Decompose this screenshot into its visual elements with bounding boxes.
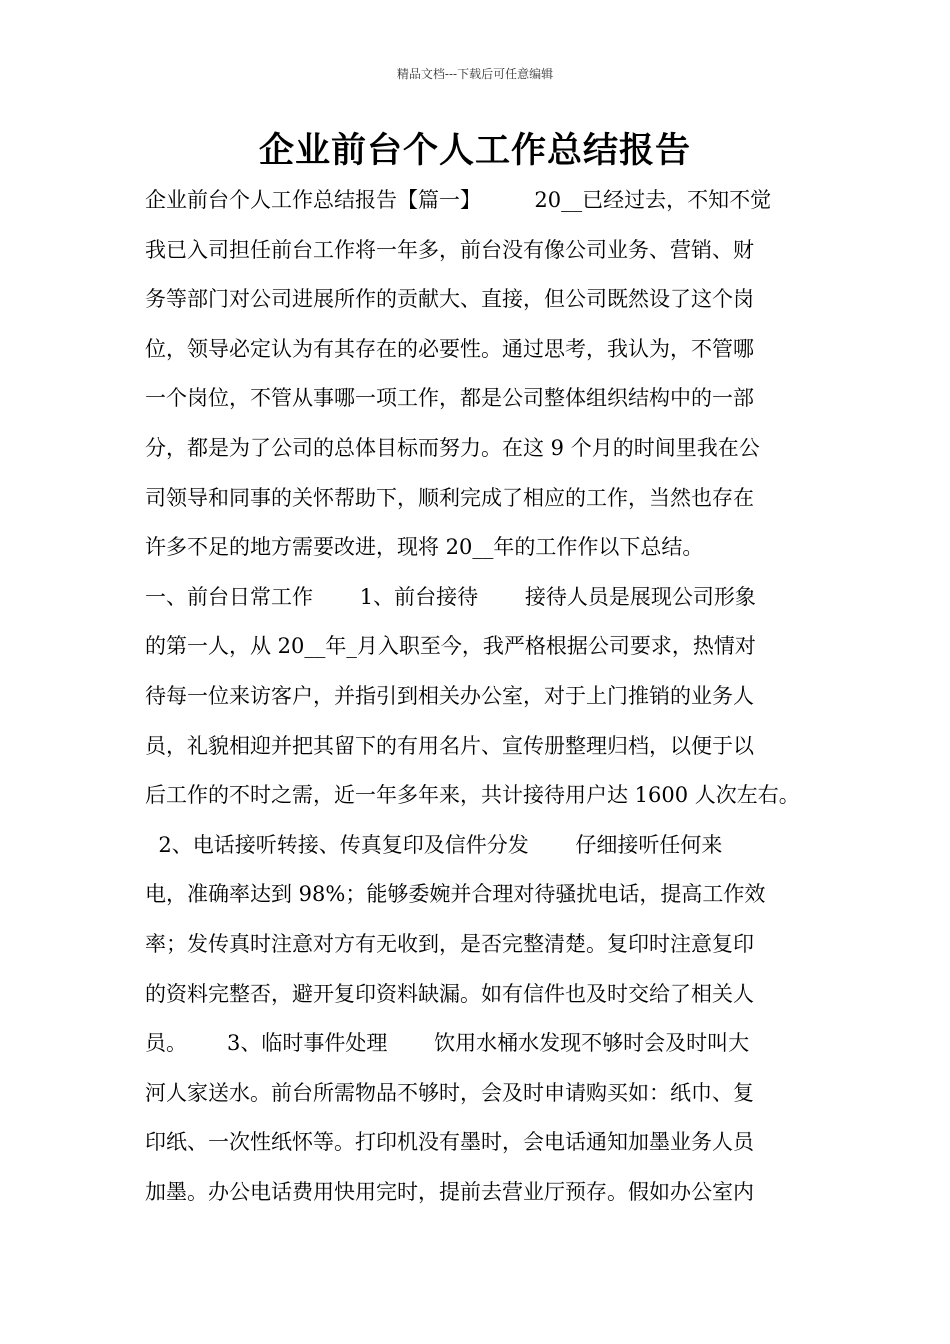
body-line: 电，准确率达到 98%；能够委婉并合理对待骚扰电话，提高工作效 bbox=[145, 882, 766, 907]
document-body bbox=[145, 178, 825, 1219]
document-title: 企业前台个人工作总结报告 bbox=[258, 130, 691, 171]
body-line: 分，都是为了公司的总体目标而努力。在这 9 个月的时间里我在公 bbox=[145, 435, 760, 460]
body-line: 许多不足的地方需要改进，现将 20__年的工作作以下总结。 bbox=[145, 535, 704, 560]
body-line: 员。 3、临时事件处理 饮用水桶水发现不够时会及时叫大 bbox=[145, 1031, 750, 1056]
body-line: 位，领导必定认为有其存在的必要性。通过思考，我认为，不管哪 bbox=[145, 336, 754, 361]
header-note: 精品文档---下载后可任意编辑 bbox=[396, 67, 554, 81]
body-line: 待每一位来访客户，并指引到相关办公室，对于上门推销的业务人 bbox=[145, 683, 754, 708]
body-line: 员，礼貌相迎并把其留下的有用名片、宣传册整理归档，以便于以 bbox=[145, 733, 754, 758]
body-line: 后工作的不时之需，近一年多年来，共计接待用户达 1600 人次左右。 bbox=[145, 783, 800, 808]
body-line: 我已入司担任前台工作将一年多，前台没有像公司业务、营销、财 bbox=[145, 237, 754, 262]
body-line: 印纸、一次性纸怀等。打印机没有墨时，会电话通知加墨业务人员 bbox=[145, 1130, 754, 1155]
body-line: 的资料完整否，避开复印资料缺漏。如有信件也及时交给了相关人 bbox=[145, 981, 754, 1006]
body-line: 的第一人，从 20__年_月入职至今，我严格根据公司要求，热情对 bbox=[145, 634, 756, 659]
body-line: 司领导和同事的关怀帮助下，顺利完成了相应的工作，当然也存在 bbox=[145, 485, 754, 510]
body-line: 河人家送水。前台所需物品不够时，会及时申请购买如：纸巾、复 bbox=[145, 1080, 754, 1105]
body-line: 务等部门对公司进展所作的贡献大、直接，但公司既然设了这个岗 bbox=[145, 287, 754, 312]
body-line: 企业前台个人工作总结报告【篇一】 20__已经过去，不知不觉 bbox=[145, 188, 772, 212]
body-line: 2、电话接听转接、传真复印及信件分发 仔细接听任何来 bbox=[145, 832, 723, 857]
body-line: 率；发传真时注意对方有无收到，是否完整清楚。复印时注意复印 bbox=[145, 931, 754, 956]
body-line: 加墨。办公电话费用快用完时，提前去营业厅预存。假如办公室内 bbox=[145, 1179, 754, 1204]
body-line: 一个岗位，不管从事哪一项工作，都是公司整体组织结构中的一部 bbox=[145, 386, 754, 411]
body-line: 一、前台日常工作 1、前台接待 接待人员是展现公司形象 bbox=[145, 584, 756, 609]
